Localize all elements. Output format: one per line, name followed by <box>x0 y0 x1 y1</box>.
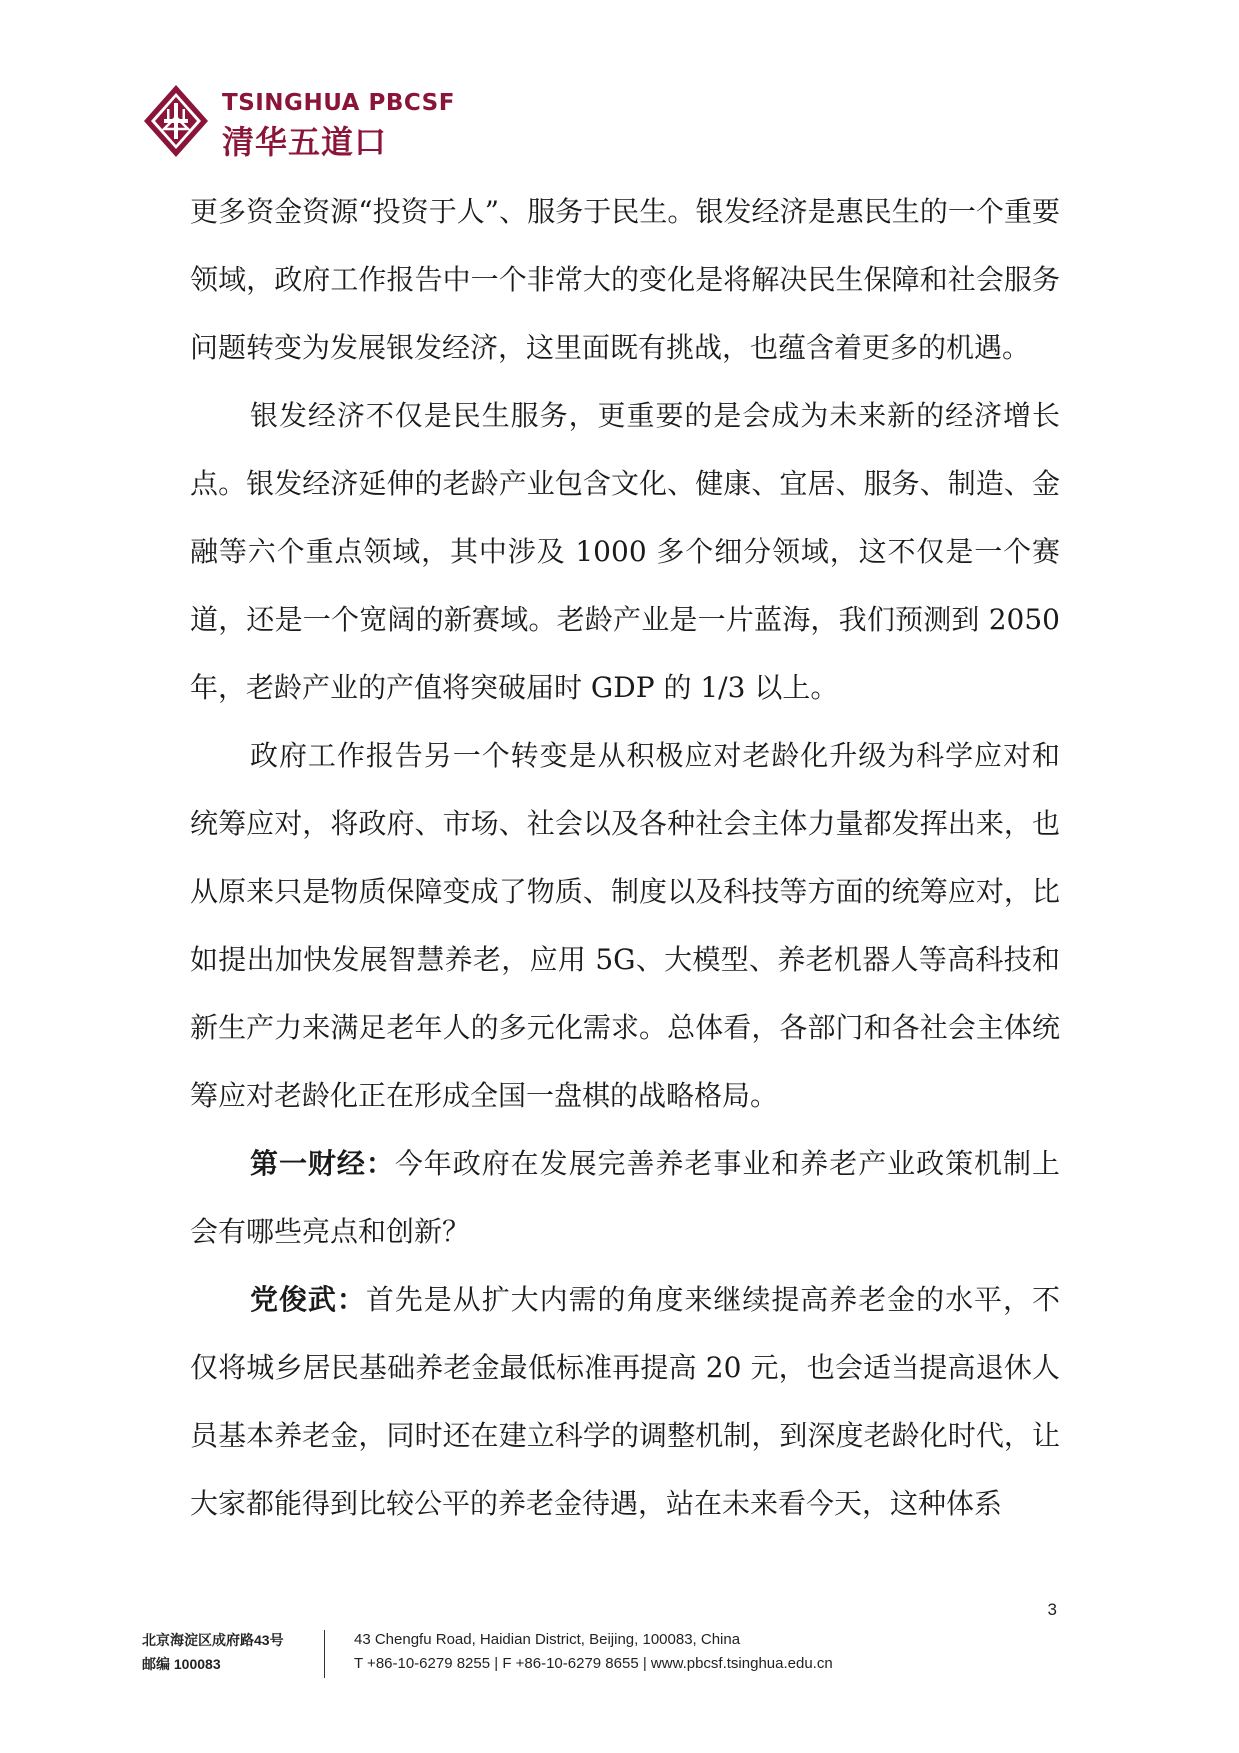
speaker-label: 第一财经： <box>250 1147 395 1180</box>
paragraph-text: 银发经济不仅是民生服务，更重要的是会成为未来新的经济增长点。银发经济延伸的老龄产业包含文化、健康、宜居、服务、制造、金融等六个重点领域，其中涉及 1000 多个细分领域，这不仅是一个赛道，还是一个宽阔的新赛域。老龄产业是一片蓝海，我们预测到 2050 年，老龄产业的产值将突破届时 GDP 的 1/3 以上。 <box>190 399 1060 704</box>
paragraph-text: 更多资金资源“投资于人”、服务于民生。银发经济是惠民生的一个重要领域，政府工作报告中一个非常大的变化是将解决民生保障和社会服务问题转变为发展银发经济，这里面既有挑战，也蕴含着更多的机遇。 <box>190 195 1060 364</box>
paragraph <box>190 382 1060 722</box>
paragraph-text: 首先是从扩大内需的角度来继续提高养老金的水平，不仅将城乡居民基础养老金最低标准再提高 20 元，也会适当提高退休人员基本养老金，同时还在建立科学的调整机制，到深度老龄化时代，让大家都能得到比较公平的养老金待遇，站在未来看今天，这种体系 <box>190 1283 1060 1520</box>
footer-postcode: 邮编 100083 <box>142 1656 221 1672</box>
logo-chinese-name: 清华五道口 <box>222 123 388 161</box>
footer-contact: T +86-10-6279 8255 | F +86-10-6279 8655 | www.pbcsf.tsinghua.edu.cn <box>354 1655 833 1672</box>
paragraph-text: 今年政府在发展完善养老事业和养老产业政策机制上会有哪些亮点和创新？ <box>190 1147 1060 1248</box>
footer-divider <box>324 1630 325 1678</box>
interview-answer <box>190 1266 1060 1538</box>
letterhead <box>142 80 462 160</box>
speaker-label: 党俊武： <box>250 1283 366 1316</box>
paragraph-text: 政府工作报告另一个转变是从积极应对老龄化升级为科学应对和统筹应对，将政府、市场、社会以及各种社会主体力量都发挥出来，也从原来只是物质保障变成了物质、制度以及科技等方面的统筹应对，比如提出加快发展智慧养老，应用 5G、大模型、养老机器人等高科技和新生产力来满足老年人的多元化需求。总体看，各部门和各社会主体统筹应对老龄化正在形成全国一盘棋的战略格局。 <box>190 739 1060 1112</box>
page-number: 3 <box>1047 1600 1057 1619</box>
footer-address-cn: 北京海淀区成府路43号 <box>142 1632 284 1648</box>
pbcsf-emblem-icon <box>142 83 210 159</box>
article-body <box>190 178 1060 1538</box>
paragraph <box>190 178 1060 382</box>
logo-english-name: TSINGHUA PBCSF <box>222 90 455 116</box>
footer-address-en: 43 Chengfu Road, Haidian District, Beijing, 100083, China <box>354 1631 741 1648</box>
footer-address-cn-block <box>142 1628 284 1676</box>
footer-address-en-block <box>354 1628 833 1676</box>
interview-question <box>190 1130 1060 1266</box>
paragraph <box>190 722 1060 1130</box>
page-footer <box>142 1628 1102 1688</box>
